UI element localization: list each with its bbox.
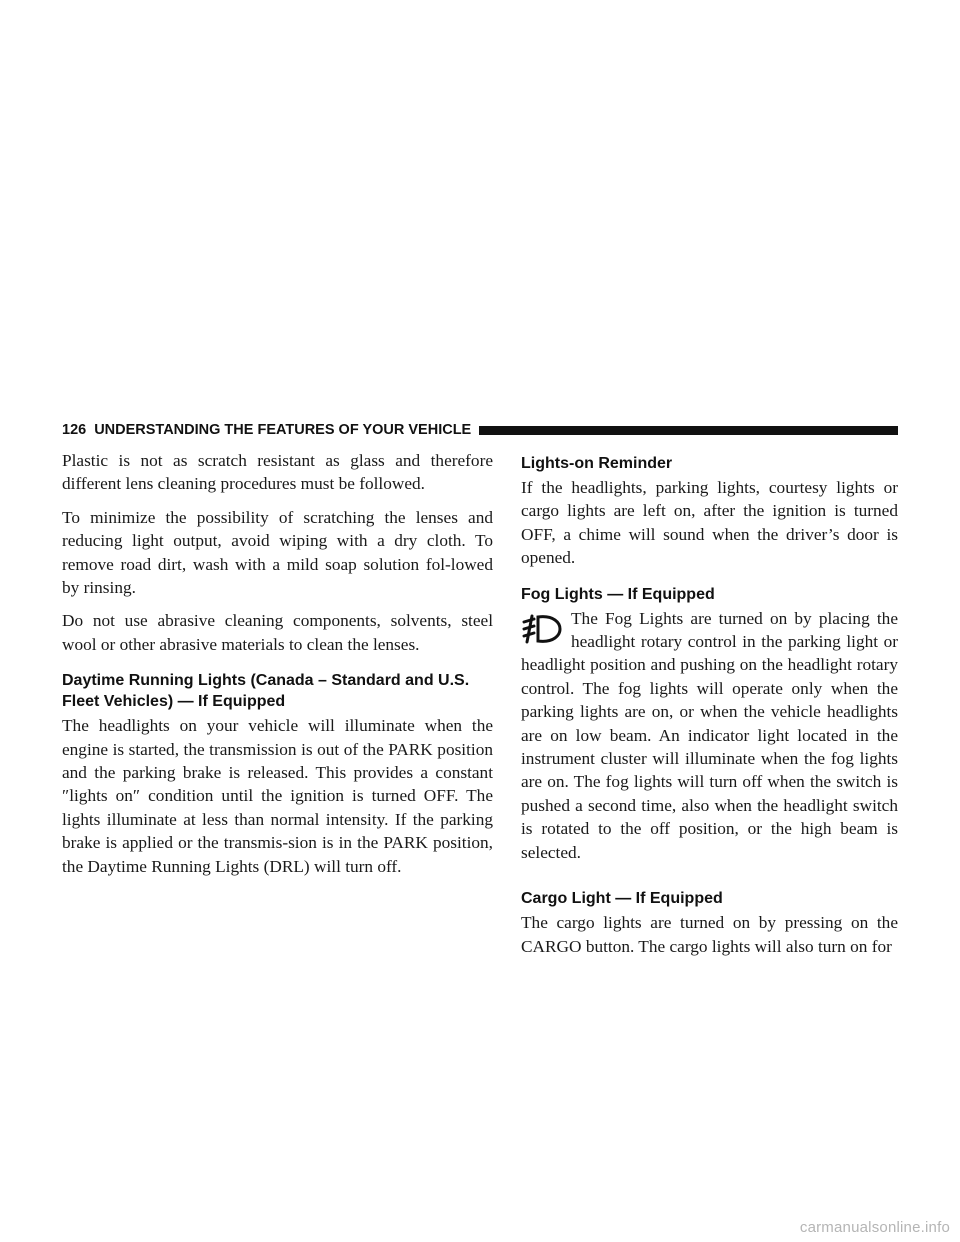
drl-paragraph: The headlights on your vehicle will illuminate when the engine is started, the transmission is out of the PARK position and the parking brake is released. This provides a constant ″lights on″ condition until the ignition is turned OFF. The lights illuminate at less than normal intensity. If the parking brake is applied or the transmis-sion is in the PARK position, the Daytime Running Lights (DRL) will turn off. xyxy=(62,716,493,876)
page-header xyxy=(62,420,898,440)
fog-lights-heading: Fog Lights — If Equipped xyxy=(521,585,715,603)
cargo-light-heading: Cargo Light — If Equipped xyxy=(521,890,723,908)
abrasive-warning-paragraph: Do not use abrasive cleaning components, solvents, steel wool or other abrasive materials to clean the lenses. xyxy=(62,611,493,654)
right-column xyxy=(521,449,898,968)
section-title: UNDERSTANDING THE FEATURES OF YOUR VEHICLE xyxy=(94,422,472,438)
lights-on-reminder-paragraph: If the headlights, parking lights, courtesy lights or cargo lights are left on, after the ignition is turned OFF, a chime will sound when the driver’s door is opened. xyxy=(521,478,898,568)
lens-plastic-paragraph: Plastic is not as scratch resistant as glass and therefore different lens cleaning procedures must be followed. xyxy=(62,451,493,494)
page-number: 126 xyxy=(62,422,87,438)
fog-light-icon xyxy=(521,611,563,647)
left-column xyxy=(62,449,493,888)
lights-on-reminder-heading: Lights-on Reminder xyxy=(521,455,673,472)
fog-lights-paragraph: The Fog Lights are turned on by placing the headlight rotary control in the parking light or headlight position and pushing on the headlight rotary control. The fog lights will operate only when the parking lights are on, or when the vehicle headlights are on low beam. An indicator light located in the instrument cluster will illuminate when the fog lights are on. The fog lights will turn off when the switch is pushed a second time, also when the headlight switch is rotated to the off position, or the high beam is selected. xyxy=(521,608,898,862)
drl-heading: Daytime Running Lights (Canada – Standard and U.S. Fleet Vehicles) — If Equipped xyxy=(62,672,470,711)
cargo-light-paragraph: The cargo lights are turned on by pressing on the CARGO button. The cargo lights will also turn on for xyxy=(521,913,898,956)
lens-cleaning-paragraph: To minimize the possibility of scratching the lenses and reducing light output, avoid wiping with a dry cloth. To remove road dirt, wash with a mild soap solution fol-lowed by rinsing. xyxy=(62,507,493,598)
fog-lights-section xyxy=(521,607,898,874)
header-rule xyxy=(479,426,898,435)
watermark: carmanualsonline.info xyxy=(799,1219,950,1236)
